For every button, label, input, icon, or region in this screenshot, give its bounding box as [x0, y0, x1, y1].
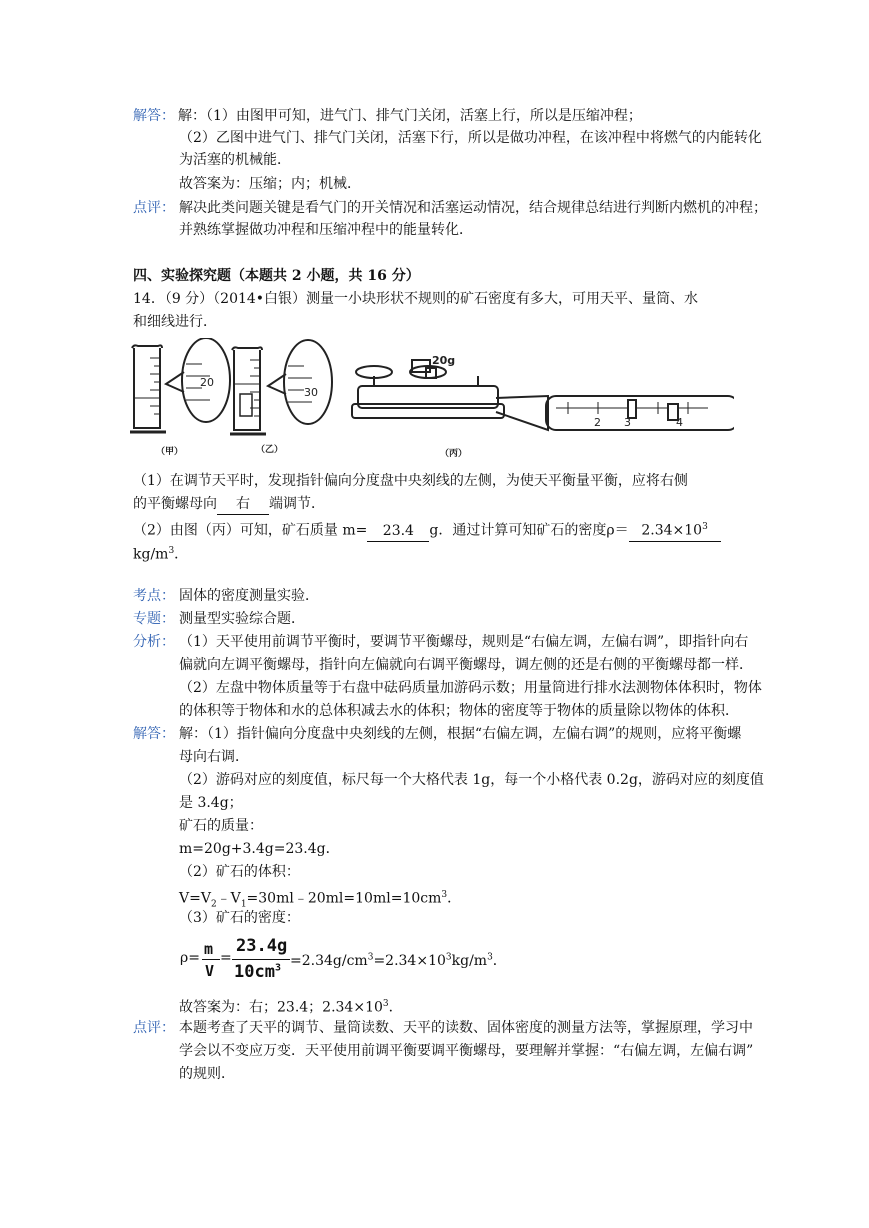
fenxi-line: 的体积等于物体和水的总体积减去水的体积；物体的密度等于物体的质量除以物体的体积． [179, 703, 739, 719]
cylinder-yi [230, 347, 266, 434]
jieda-line: 矿石的质量： [179, 818, 263, 834]
weight-label: 20g [432, 354, 456, 367]
kaodian-text: 固体的密度测量实验． [179, 588, 319, 604]
jieda-line: 是 3.4g； [179, 795, 243, 811]
scale-2-label: 2 [594, 416, 601, 429]
magnifier-jia [166, 338, 230, 422]
answer-blank: $2.34\times 10^3$ [629, 517, 721, 542]
cylinder-jia [130, 345, 166, 432]
fenxi-line: （1）天平使用前调节平衡时，要调节平衡螺母，规则是“右偏左调，左偏右调”，即指针向右 [179, 634, 749, 650]
answer-line: （2）乙图中进气门、排气门关闭，活塞下行，所以是做功冲程，在该冲程中将燃气的内能转化 [179, 130, 762, 146]
jieda-line: 母向右调． [179, 749, 249, 765]
zhuanti-label: 专题： [133, 611, 175, 627]
fig-yi-label: （乙） [256, 445, 284, 455]
question-line: 和细线进行． [133, 314, 217, 330]
jieda-label: 解答： [133, 726, 175, 742]
comment-line: 解决此类问题关键是看气门的开关情况和活塞运动情况，结合规律总结进行判断内燃机的冲程； [179, 200, 767, 216]
jieda-line: （3）矿石的密度： [179, 910, 300, 926]
answer-line: 为活塞的机械能． [179, 152, 291, 168]
fenxi-line: 偏就向左调平衡螺母，指针向左偏就向右调平衡螺母，调左侧的还是右侧的平衡螺母都一样． [179, 657, 753, 673]
balance-scale [352, 360, 504, 418]
dianping-line: 本题考查了天平的调节、量筒读数、天平的读数、固体密度的测量方法等，掌握原理，学习中 [179, 1020, 753, 1036]
rider-scale [496, 396, 734, 430]
zhuanti-text: 测量型实验综合题． [179, 611, 305, 627]
jieda-line: 解：（1）指针偏向分度盘中央刻线的左侧，根据“右偏左调，左偏右调”的规则，应将平衡螺 [179, 726, 742, 742]
answer-line: 故答案为：压缩；内；机械． [179, 176, 361, 192]
answer-blank: 右 [217, 494, 269, 515]
experiment-figure [128, 338, 734, 462]
question-unit: $kg/m^3$． [133, 546, 189, 563]
scale-4-label: 4 [676, 416, 683, 429]
question-part-2: （2）由图（丙）可知，矿石质量 m= 23.4 g．通过计算可知矿石的密度$\rho= 2.34\times 10^3$ [133, 517, 721, 542]
dianping-label: 点评： [133, 1020, 175, 1036]
question-line: 14．（9 分）（2014•白银）测量一小块形状不规则的矿石密度有多大，可用天平、量筒、水 [133, 291, 699, 307]
jieda-line: （2）矿石的体积： [179, 864, 300, 880]
answer-label: 解答： [133, 108, 175, 124]
comment-line: 并熟练掌握做功冲程和压缩冲程中的能量转化． [179, 222, 473, 238]
comment-label: 点评： [133, 200, 175, 216]
answer-line: 解：（1）由图甲可知，进气门、排气门关闭，活塞上行，所以是压缩冲程； [178, 108, 642, 124]
mark-20-label: 20 [200, 376, 214, 389]
jieda-volume-line: $V=V_2﹣V_1=30ml﹣20ml=10ml=10cm^3$． [179, 890, 462, 910]
fenxi-label: 分析： [133, 634, 175, 650]
scale-3-label: 3 [624, 416, 631, 429]
fig-jia-label: （甲） [156, 447, 184, 457]
question-part-1: （1）在调节天平时，发现指针偏向分度盘中央刻线的左侧，为使天平衡量平衡，应将右侧 [133, 473, 688, 489]
jieda-line: （2）游码对应的刻度值，标尺每一个大格代表 1g，每一个小格代表 0.2g，游码对应的刻度值 [179, 772, 764, 788]
fenxi-line: （2）左盘中物体质量等于右盘中砝码质量加游码示数；用量筒进行排水法测物体体积时，物体 [179, 680, 762, 696]
kaodian-label: 考点： [133, 588, 175, 604]
fig-bing-label: （丙） [440, 449, 468, 459]
magnifier-yi [268, 340, 332, 424]
jieda-line: m=20g+3.4g=23.4g． [179, 841, 340, 857]
question-part-1-cont: 的平衡螺母向 右 端调节． [133, 494, 325, 515]
dianping-line: 的规则． [179, 1066, 235, 1082]
mark-30-label: 30 [304, 386, 318, 399]
section-title: 四、实验探究题（本题共 2 小题，共 16 分） [133, 268, 420, 284]
density-formula: ρ= m V = 23.4g $10cm^3$ $=2.34g/cm^3=2.34\times 10^3kg/m^3$． [180, 936, 507, 982]
final-answer: 故答案为：右；23.4；$2.34\times 10^3$． [179, 999, 403, 1016]
answer-blank: 23.4 [367, 521, 429, 542]
dianping-line: 学会以不变应万变．天平使用前调平衡要调平衡螺母，要理解并掌握：“右偏左调，左偏右调” [179, 1043, 754, 1059]
